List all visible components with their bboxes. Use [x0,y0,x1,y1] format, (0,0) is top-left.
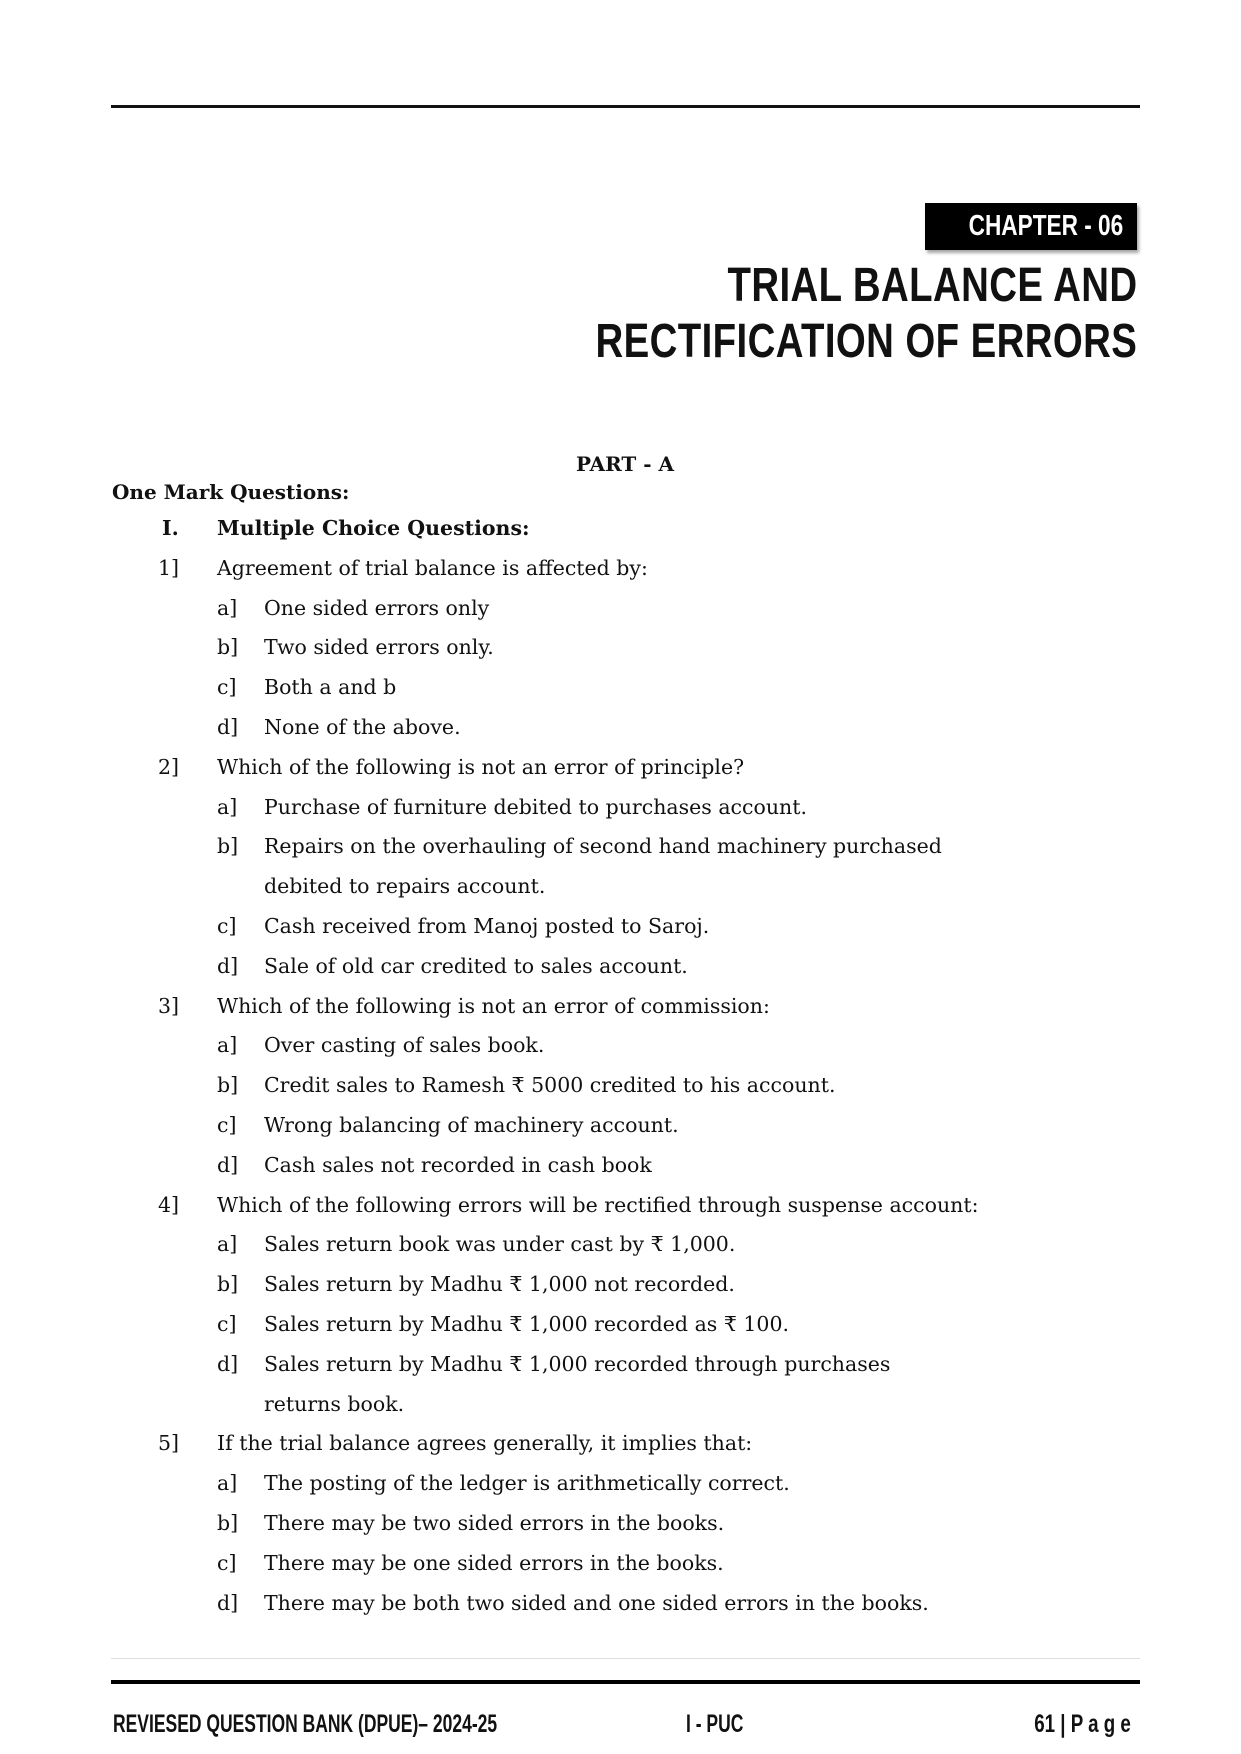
option-line [0,1225,1241,1265]
item-text: debited to repairs account. [264,874,546,899]
option-line [0,668,1241,708]
item-number: d] [217,953,239,978]
item-number: 3] [158,993,180,1018]
option-line [0,1305,1241,1345]
question [0,549,1241,589]
question [0,987,1241,1027]
chapter-title-line2: RECTIFICATION OF ERRORS [595,315,1137,368]
question [0,748,1241,788]
chapter-badge [925,203,1137,250]
item-text: Repairs on the overhauling of second hand machinery purchased [264,834,942,859]
item-number: d] [217,1152,239,1177]
option-line [0,1504,1241,1544]
option-line [0,1026,1241,1066]
option-line [0,589,1241,629]
option-line [0,1544,1241,1584]
item-text: Which of the following errors will be rectified through suspense account: [217,1192,979,1217]
header-rule [111,105,1140,108]
part-heading: PART - A [576,452,674,476]
item-text: Two sided errors only. [264,635,494,660]
item-text: Sales return by Madhu ₹ 1,000 recorded through purchases [264,1351,891,1376]
section-heading: One Mark Questions: [112,480,350,504]
footer-rule [111,1680,1140,1684]
item-text: If the trial balance agrees generally, it implies that: [217,1431,753,1456]
item-number: 1] [158,555,180,580]
footer-center: I - PUC [686,1710,744,1738]
item-text: Which of the following is not an error of principle? [217,754,745,779]
option-line [0,1066,1241,1106]
item-text: Both a and b [264,675,397,700]
item-number: a] [217,794,238,819]
item-text: There may be one sided errors in the books. [264,1550,724,1575]
item-number: c] [217,913,237,938]
item-number: c] [217,1112,237,1137]
chapter-title-line1: TRIAL BALANCE AND [727,259,1137,312]
option-line [0,628,1241,668]
item-number: b] [217,834,239,859]
item-text: Sales return by Madhu ₹ 1,000 recorded as ₹ 100. [264,1311,790,1336]
item-number: b] [217,1510,239,1535]
item-number: b] [217,635,239,660]
item-number: c] [217,1311,237,1336]
item-number: b] [217,1272,239,1297]
item-text: There may be two sided errors in the books. [264,1510,725,1535]
question [0,1186,1241,1226]
option-line [0,827,1241,867]
item-text: One sided errors only [264,595,490,620]
item-number: a] [217,1033,238,1058]
item-number: a] [217,595,238,620]
item-text: Wrong balancing of machinery account. [264,1112,679,1137]
item-text: None of the above. [264,714,461,739]
item-text: Cash received from Manoj posted to Saroj. [264,913,710,938]
item-number: 2] [158,754,180,779]
chapter-label: CHAPTER - 06 [968,210,1123,242]
option-line [0,1146,1241,1186]
item-number: d] [217,714,239,739]
item-text: Sales return by Madhu ₹ 1,000 not recorded. [264,1272,735,1297]
item-text: Which of the following is not an error of commission: [217,993,770,1018]
item-number: c] [217,675,237,700]
item-text: returns book. [264,1391,405,1416]
subsection-heading [0,509,1241,549]
question-list [0,509,1241,1623]
option-line [0,1106,1241,1146]
item-text: Sale of old car credited to sales account. [264,953,688,978]
option-line [0,788,1241,828]
footer-rule-thin [111,1658,1140,1659]
page-number: 61 | P a g e [1034,1710,1131,1738]
option-line [0,1385,1241,1425]
item-text: Credit sales to Ramesh ₹ 5000 credited to his account. [264,1073,836,1098]
item-text: Over casting of sales book. [264,1033,545,1058]
option-line [0,907,1241,947]
item-number: c] [217,1550,237,1575]
item-number: a] [217,1232,238,1257]
item-text: Purchase of furniture debited to purchases account. [264,794,807,819]
item-number: d] [217,1351,239,1376]
option-line [0,1584,1241,1624]
item-text: Multiple Choice Questions: [217,516,530,540]
item-text: Cash sales not recorded in cash book [264,1152,652,1177]
item-number: a] [217,1471,238,1496]
option-line [0,1265,1241,1305]
item-text: Sales return book was under cast by ₹ 1,000. [264,1232,736,1257]
option-line [0,867,1241,907]
question [0,1424,1241,1464]
option-line [0,1464,1241,1504]
item-number: b] [217,1073,239,1098]
item-number: 5] [158,1431,180,1456]
option-line [0,947,1241,987]
option-line [0,1345,1241,1385]
item-number: 4] [158,1192,180,1217]
footer-left: REVIESED QUESTION BANK (DPUE)– 2024-25 [113,1710,498,1738]
item-number: d] [217,1590,239,1615]
option-line [0,708,1241,748]
item-text: The posting of the ledger is arithmetically correct. [264,1471,790,1496]
item-text: Agreement of trial balance is affected by: [217,555,648,580]
item-text: There may be both two sided and one sided errors in the books. [264,1590,929,1615]
item-number: I. [162,516,179,540]
